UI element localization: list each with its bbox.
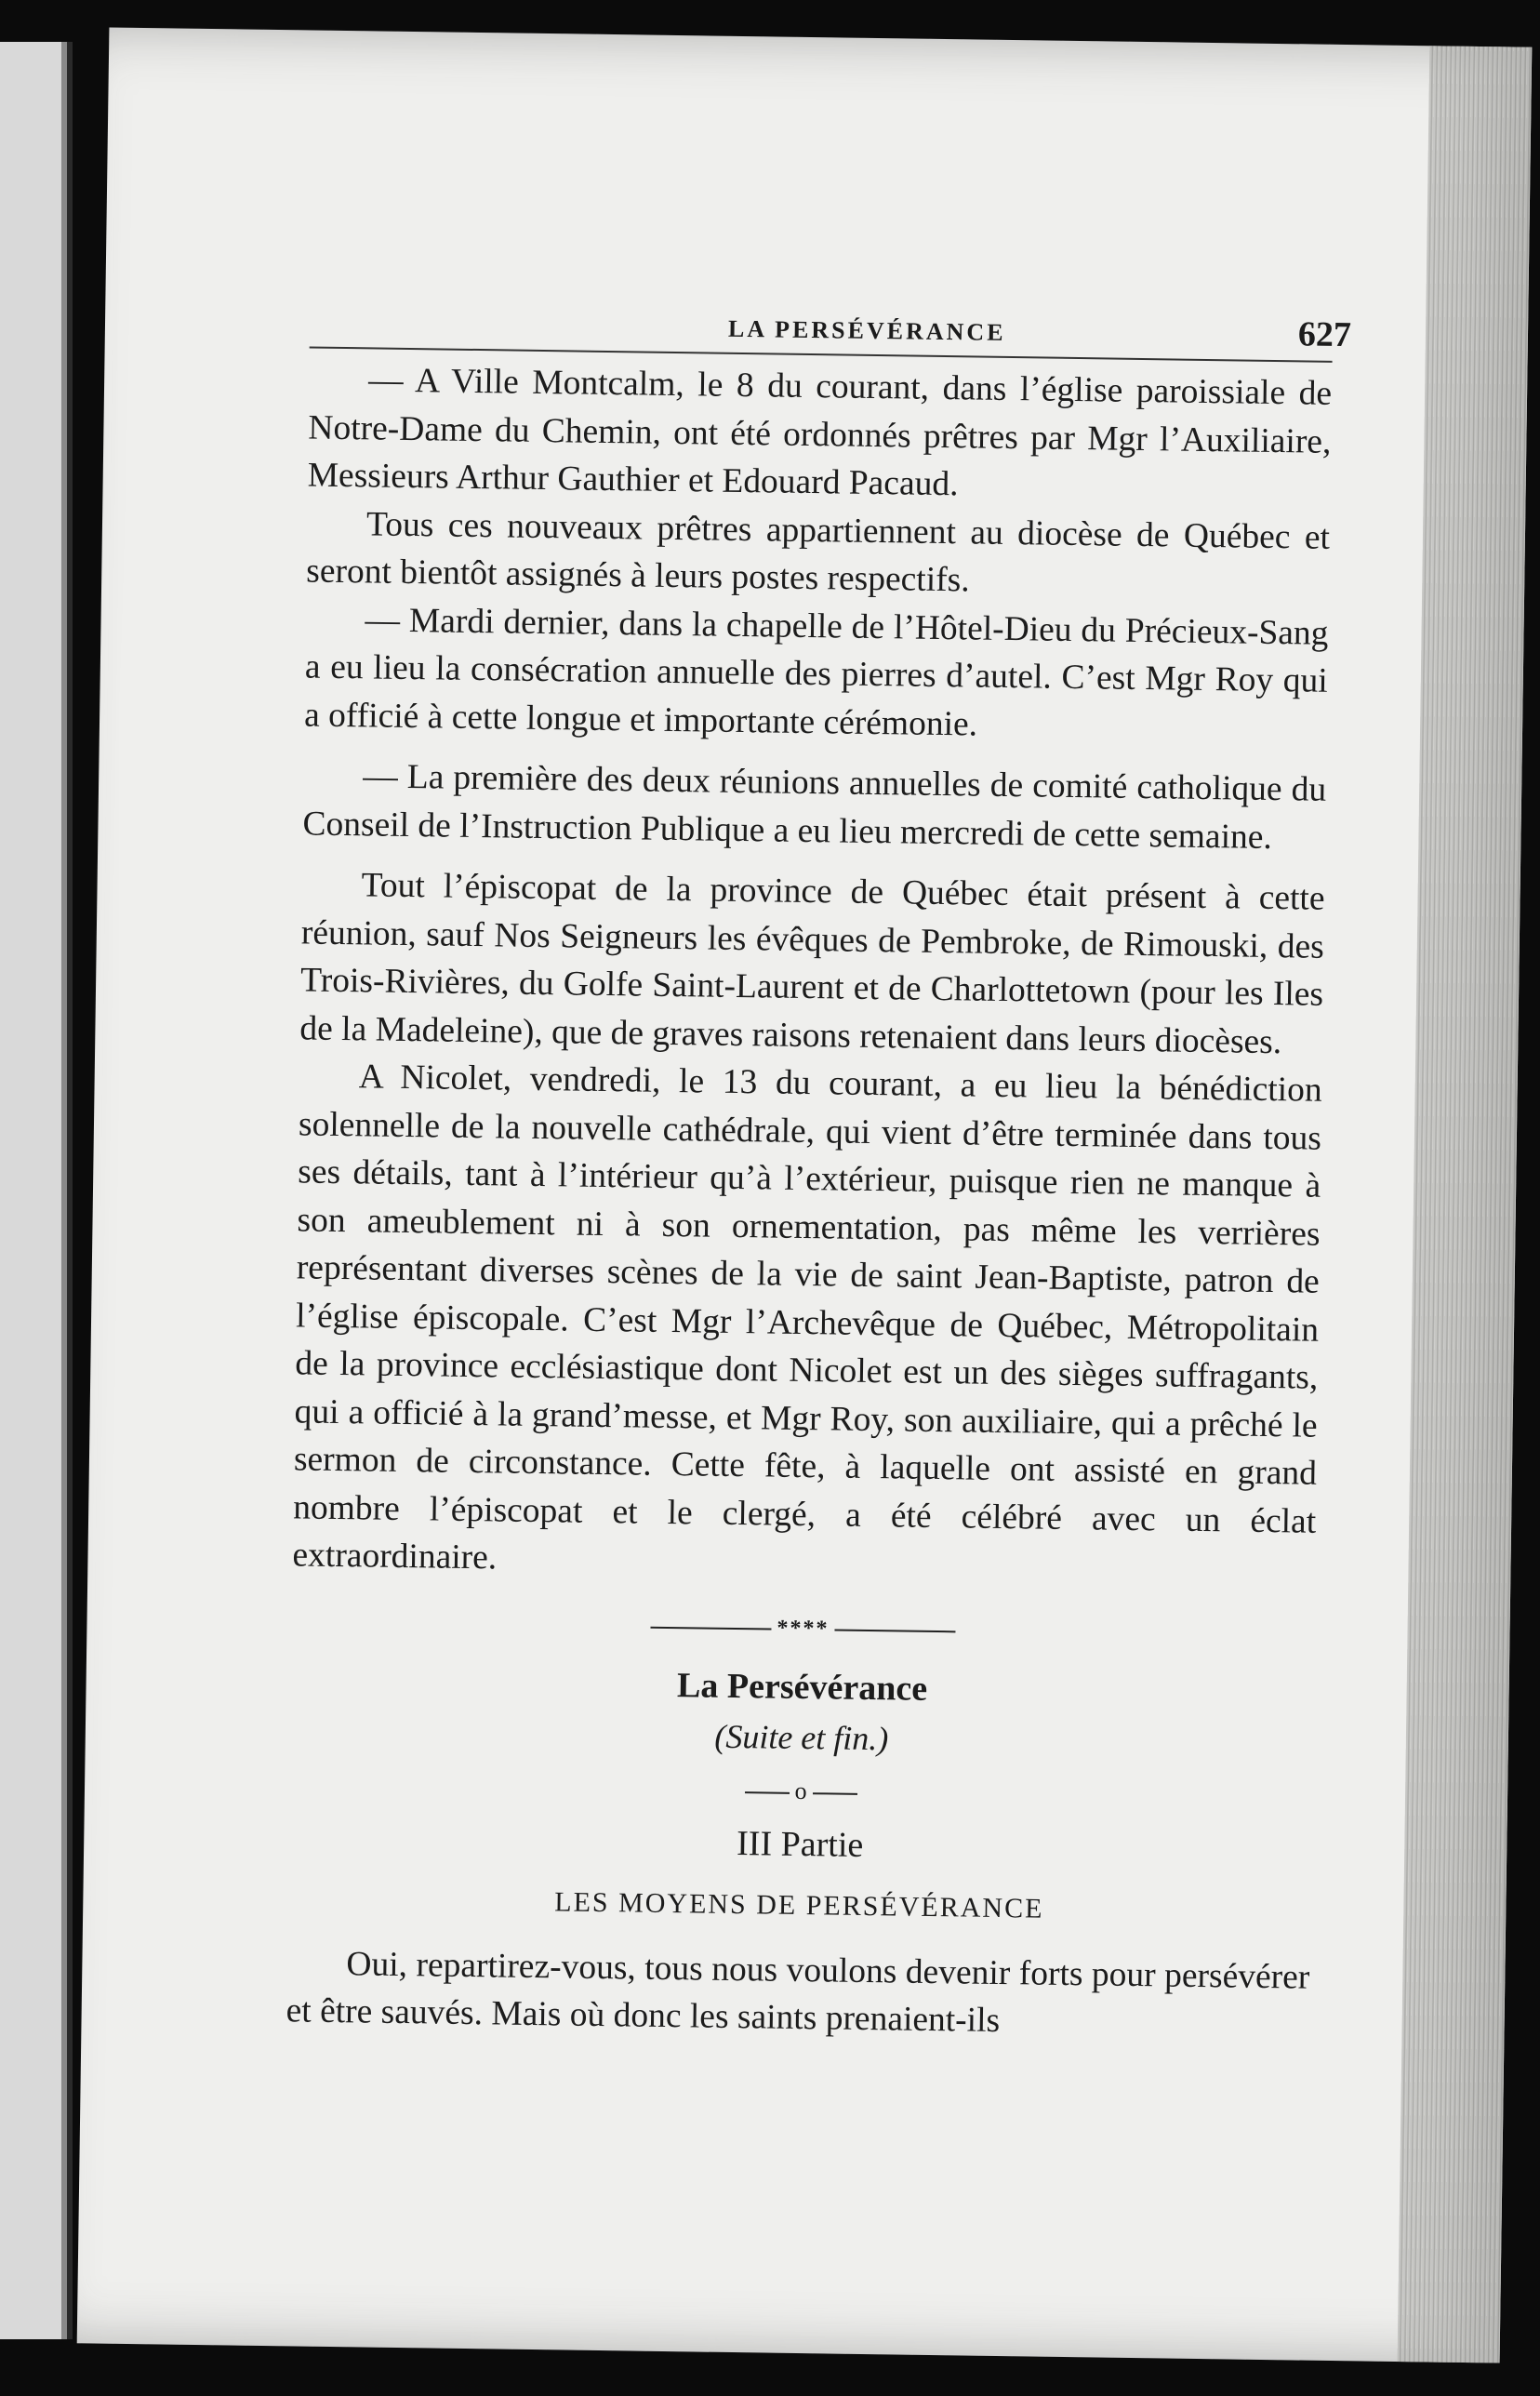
paragraph-council-meeting: — La première des deux réunions annuelles de comité catholique du Conseil de l’Instruction Publique a eu lieu mercredi de cette semaine. [302, 757, 1327, 857]
article-subtitle: (Suite et fin.) [714, 1717, 889, 1757]
paragraph-consecration: — Mardi dernier, dans la chapelle de l’Hôtel-Dieu du Précieux-Sang a eu lieu la consécration annuelle des pierres d’autel. C’est Mgr Roy qui a officié à cette longue et importante cérémonie. [303, 600, 1329, 744]
small-divider [289, 1760, 1313, 1822]
paragraph-nicolet: A Nicolet, vendredi, le 13 du courant, a eu lieu la bénédiction solennelle de la nouvelle cathédrale, qui vient d’être terminée dans tous ses détails, tant à l’intérieur qu’à l’extérieur, puisque rien ne manque à son ameublement ni à son ornementation, pas même les verrières représentant diverses scènes de la vie de saint Jean-Baptiste, patron de l’église épiscopale. C’est Mgr l’Archevêque de Québec, Métropolitain de la province ecclésiastique dont Nicolet est un des sièges suffragants, qui a officié à la grand’messe, et Mgr Roy, son auxiliaire, qui a prêché le sermon de circonstance. Cette fête, à laquelle ont assisté en grand nombre l’épiscopat et le clergé, a été célébré avec un éclat extraordinaire. [292, 1058, 1322, 1577]
page-number: 627 [1297, 314, 1352, 355]
part-title: III Partie [736, 1823, 864, 1865]
paragraph-priests-assigned: Tous ces nouveaux prêtres appartiennent au diocèse de Québec et seront bientôt assignés à leurs postes respectifs. [306, 504, 1331, 600]
running-head: LA PERSÉVÉRANCE [727, 314, 1006, 346]
section-divider [291, 1598, 1315, 1660]
page-body [285, 355, 1332, 2049]
section-title: LES MOYENS DE PERSÉVÉRANCE [554, 1886, 1044, 1924]
page-fore-edge [1398, 46, 1533, 2363]
facing-page-edge [0, 42, 73, 2339]
paragraph-perseverance: Oui, repartirez-vous, tous nous voulons devenir forts pour persévérer et être sauvés. Mais où donc les saints prenaient-ils [285, 1944, 1310, 2041]
paragraph-episcopate: Tout l’épiscopat de la province de Québec était présent à cette réunion, sauf Nos Seigneurs les évêques de Pembroke, de Rimouski, des Trois-Rivières, du Golfe Saint-Laurent et de Charlottetown (pour les Iles de la Madeleine), que de graves raisons retenaient dans leurs diocèses. [299, 866, 1325, 1061]
divider-stars: **** [777, 1616, 830, 1641]
article-title: La Persévérance [676, 1666, 928, 1709]
book-page [77, 27, 1533, 2363]
small-divider-mark: o [794, 1777, 807, 1805]
paragraph-ordinations: — A Ville Montcalm, le 8 du courant, dans l’église paroissiale de Notre-Dame du Chemin, ont été ordonnés prêtres par Mgr l’Auxiliaire, Messieurs Arthur Gauthier et Edouard Pacaud. [307, 361, 1333, 504]
page-header [310, 281, 1352, 362]
